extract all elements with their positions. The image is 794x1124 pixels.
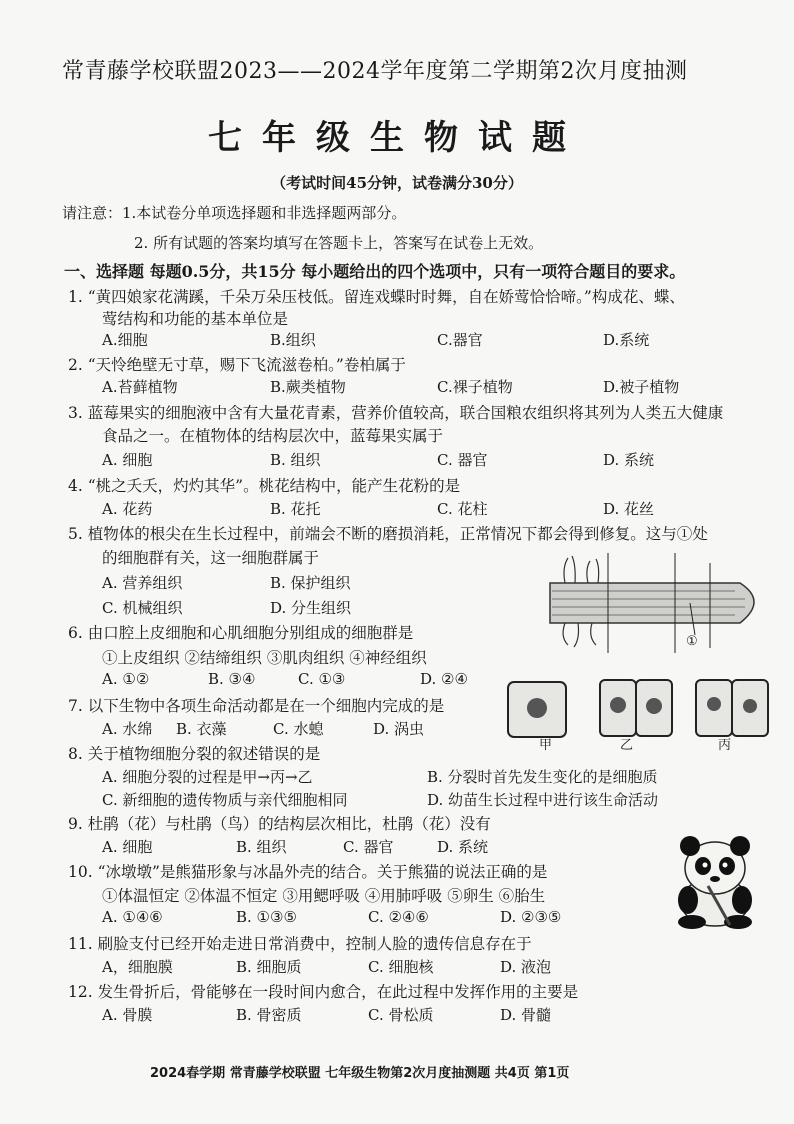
q4-option-a: A. 花药 — [102, 500, 153, 518]
cell-label-bing: 丙 — [718, 738, 732, 753]
question-6-cont: ①上皮组织 ②结缔组织 ③肌肉组织 ④神经组织 — [102, 649, 427, 667]
q9-option-a: A. 细胞 — [102, 838, 153, 856]
question-3-cont: 食品之一。在植物体的结构层次中，蓝莓果实属于 — [102, 427, 444, 445]
q6-option-b: B. ③④ — [208, 670, 256, 688]
q5-option-c: C. 机械组织 — [102, 599, 183, 617]
q4-option-b: B. 花托 — [270, 500, 321, 518]
question-10: 10. “冰墩墩”是熊猫形象与冰晶外壳的结合。关于熊猫的说法正确的是 — [68, 863, 548, 881]
q8-option-c: C. 新细胞的遗传物质与亲代细胞相同 — [102, 791, 348, 809]
question-9: 9. 杜鹃（花）与杜鹃（鸟）的结构层次相比，杜鹃（花）没有 — [68, 815, 491, 833]
q8-option-d: D. 幼苗生长过程中进行该生命活动 — [427, 791, 659, 809]
root-tip-figure — [540, 553, 772, 653]
note-line-2: 2. 所有试题的答案均填写在答题卡上，答案写在试卷上无效。 — [134, 234, 544, 252]
q1-option-b: B.组织 — [270, 331, 316, 349]
question-1: 1. “黄四娘家花满蹊，千朵万朵压枝低。留连戏蝶时时舞，自在娇莺恰恰啼。”构成花、蝶、 — [68, 288, 685, 306]
q6-option-d: D. ②④ — [420, 670, 468, 688]
q1-option-c: C.器官 — [437, 331, 483, 349]
q5-option-a: A. 营养组织 — [102, 574, 183, 592]
question-1-cont: 莺结构和功能的基本单位是 — [102, 310, 289, 328]
q2-option-d: D.被子植物 — [603, 378, 680, 396]
exam-subtitle: （考试时间45分钟，试卷满分30分） — [271, 174, 523, 192]
question-11: 11. 刷脸支付已经开始走进日常消费中，控制人脸的遗传信息存在于 — [68, 935, 532, 953]
q1-option-a: A.细胞 — [102, 331, 148, 349]
q12-option-b: B. 骨密质 — [236, 1006, 302, 1024]
q11-option-b: B. 细胞质 — [236, 958, 302, 976]
q3-option-d: D. 系统 — [603, 451, 655, 469]
note-line-1: 请注意：1.本试卷分单项选择题和非选择题两部分。 — [62, 204, 407, 222]
q4-option-d: D. 花丝 — [603, 500, 655, 518]
q3-option-c: C. 器官 — [437, 451, 488, 469]
q3-option-a: A. 细胞 — [102, 451, 153, 469]
question-5: 5. 植物体的根尖在生长过程中，前端会不断的磨损消耗，正常情况下都会得到修复。这与①处 — [68, 525, 708, 543]
q11-option-a: A，细胞膜 — [102, 958, 173, 976]
question-4: 4. “桃之夭夭，灼灼其华”。桃花结构中，能产生花粉的是 — [68, 477, 461, 495]
q6-option-c: C. ①③ — [298, 670, 346, 688]
q7-option-c: C. 水螅 — [273, 720, 324, 738]
q2-option-a: A.苔藓植物 — [102, 378, 178, 396]
cell-label-yi: 乙 — [620, 738, 634, 753]
q10-option-a: A. ①④⑥ — [102, 908, 163, 926]
q7-option-d: D. 涡虫 — [373, 720, 425, 738]
q12-option-c: C. 骨松质 — [368, 1006, 434, 1024]
q9-option-b: B. 组织 — [236, 838, 287, 856]
panda-figure — [660, 830, 770, 930]
q11-option-d: D. 液泡 — [500, 958, 552, 976]
question-7: 7. 以下生物中各项生命活动都是在一个细胞内完成的是 — [68, 697, 445, 715]
q1-option-d: D.系统 — [603, 331, 650, 349]
question-2: 2. “天怜绝壁无寸草，赐下飞流滋卷柏。”卷柏属于 — [68, 356, 406, 374]
question-8: 8. 关于植物细胞分裂的叙述错误的是 — [68, 745, 321, 763]
page-footer: 2024春学期 常青藤学校联盟 七年级生物第2次月度抽测题 共4页 第1页 — [150, 1066, 570, 1081]
q7-option-b: B. 衣藻 — [176, 720, 227, 738]
q7-option-a: A. 水绵 — [102, 720, 153, 738]
q5-option-b: B. 保护组织 — [270, 574, 351, 592]
q10-option-d: D. ②③⑤ — [500, 908, 562, 926]
question-5-cont: 的细胞群有关，这一细胞群属于 — [102, 549, 320, 567]
q10-option-b: B. ①③⑤ — [236, 908, 297, 926]
cell-label-jia: 甲 — [539, 738, 553, 753]
q12-option-d: D. 骨髓 — [500, 1006, 552, 1024]
q6-option-a: A. ①② — [102, 670, 150, 688]
q2-option-c: C.裸子植物 — [437, 378, 513, 396]
question-6: 6. 由口腔上皮细胞和心肌细胞分别组成的细胞群是 — [68, 624, 414, 642]
q5-option-d: D. 分生组织 — [270, 599, 352, 617]
question-12: 12. 发生骨折后，骨能够在一段时间内愈合，在此过程中发挥作用的主要是 — [68, 983, 579, 1001]
q3-option-b: B. 组织 — [270, 451, 321, 469]
q4-option-c: C. 花柱 — [437, 500, 488, 518]
exam-header: 常青藤学校联盟2023——2024学年度第二学期第2次月度抽测 — [62, 59, 688, 84]
question-10-cont: ①体温恒定 ②体温不恒定 ③用鳃呼吸 ④用肺呼吸 ⑤卵生 ⑥胎生 — [102, 887, 546, 905]
q9-option-c: C. 器官 — [343, 838, 394, 856]
q10-option-c: C. ②④⑥ — [368, 908, 429, 926]
root-tip-label: ① — [686, 634, 698, 649]
q11-option-c: C. 细胞核 — [368, 958, 434, 976]
q12-option-a: A. 骨膜 — [102, 1006, 153, 1024]
question-3: 3. 蓝莓果实的细胞液中含有大量花青素，营养价值较高，联合国粮农组织将其列为人类五大健康 — [68, 404, 724, 422]
q9-option-d: D. 系统 — [437, 838, 489, 856]
q8-option-a: A. 细胞分裂的过程是甲→丙→乙 — [102, 768, 313, 786]
section-heading: 一、选择题 每题0.5分，共15分 每小题给出的四个选项中，只有一项符合题目的要求。 — [64, 262, 686, 281]
q2-option-b: B.蕨类植物 — [270, 378, 346, 396]
q8-option-b: B. 分裂时首先发生变化的是细胞质 — [427, 768, 658, 786]
page-title: 七年级生物试题 — [208, 118, 586, 158]
